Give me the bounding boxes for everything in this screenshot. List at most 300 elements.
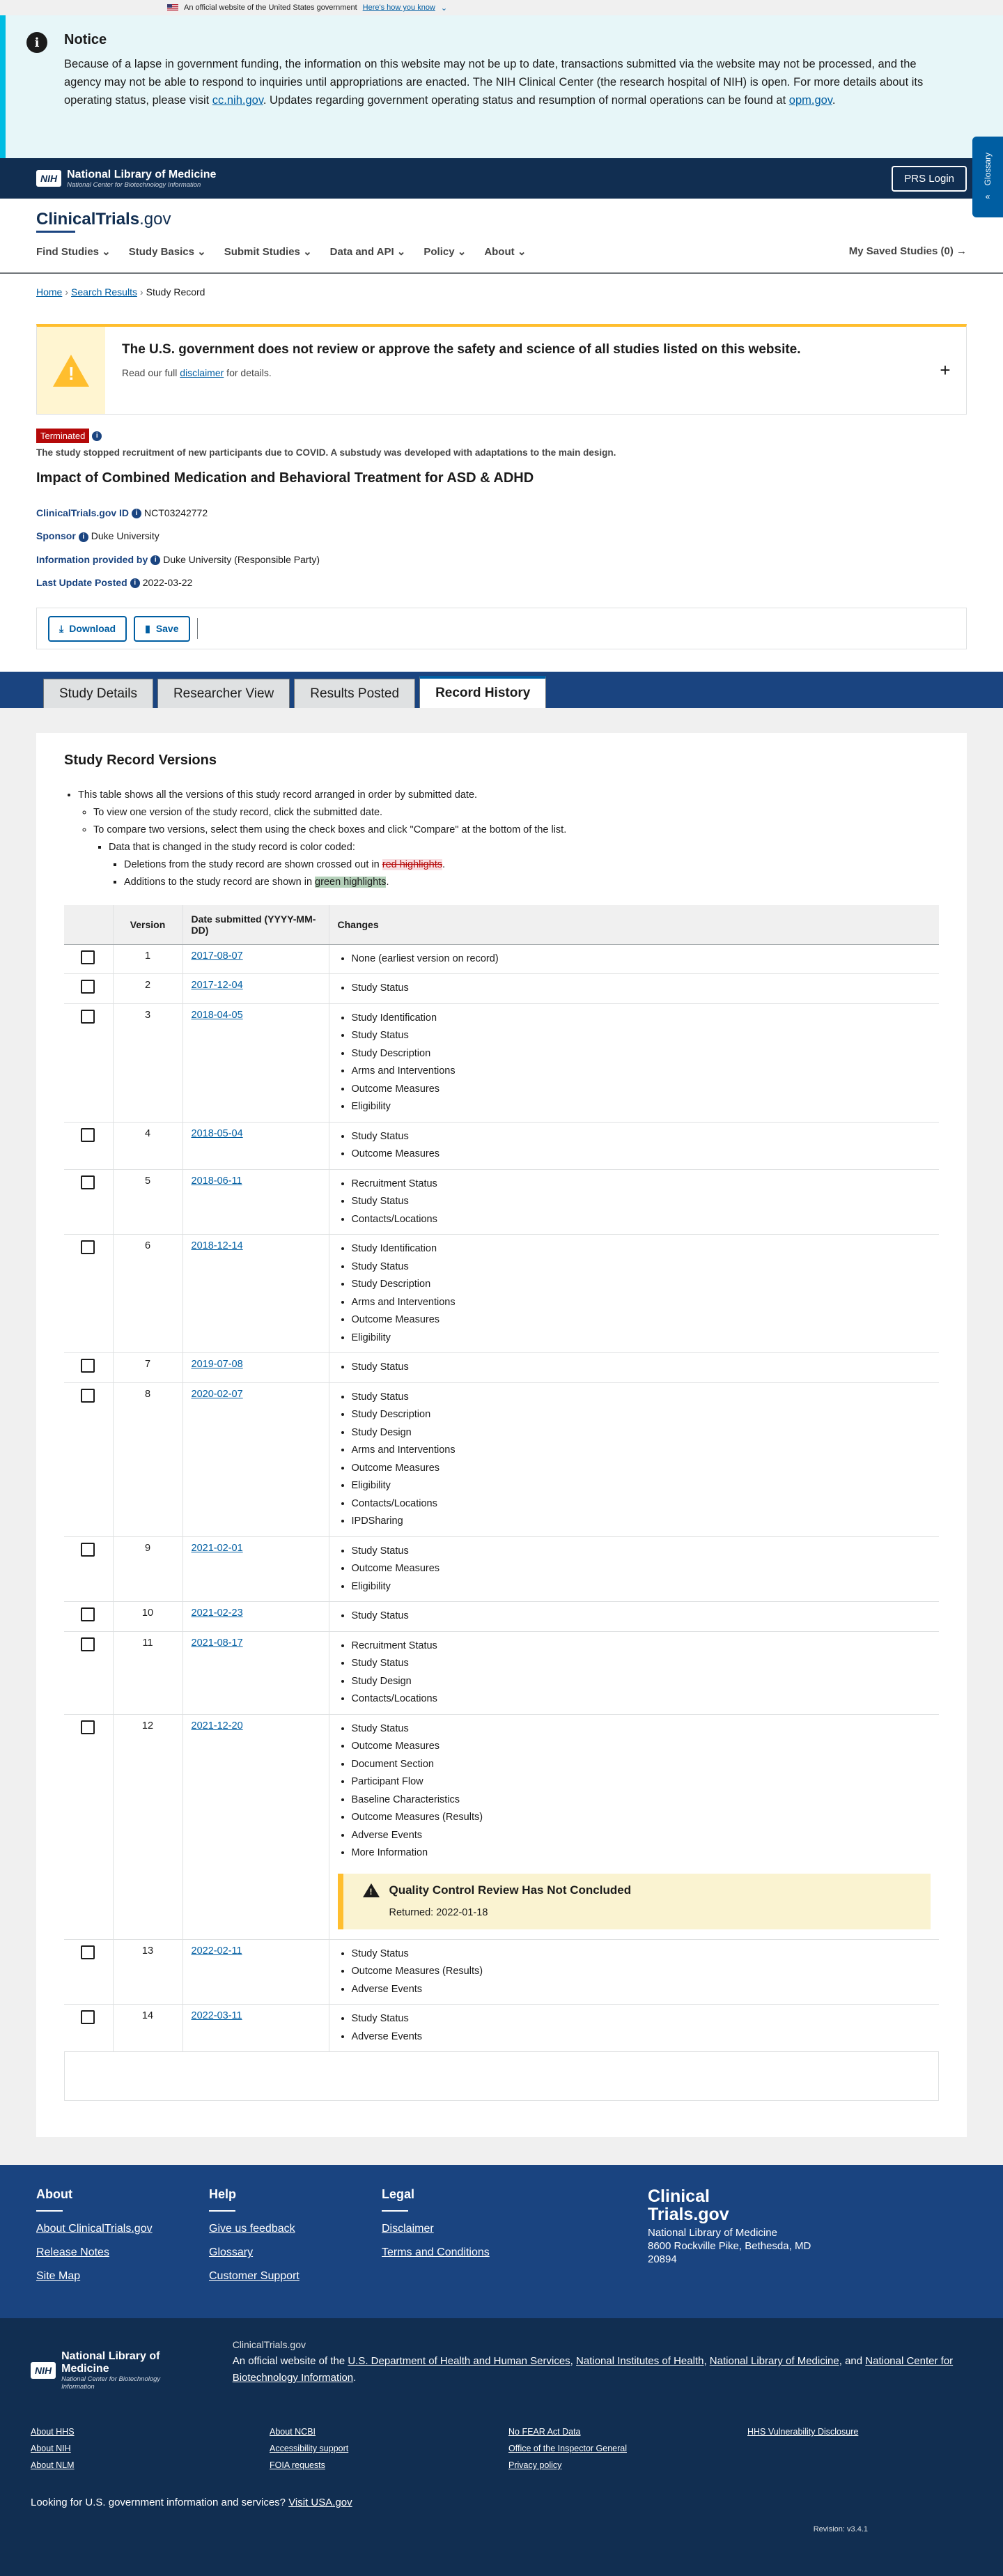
disclaimer-text (122, 367, 908, 378)
table-row (64, 1536, 939, 1602)
footer-legal (382, 2187, 554, 2296)
change-item: • Eligibility (352, 1477, 931, 1495)
select-cell (64, 1353, 113, 1383)
chevrons-left-icon: « (985, 191, 990, 201)
changes-cell (329, 944, 939, 974)
changes-cell (329, 1122, 939, 1169)
select-cell (64, 1714, 113, 1939)
divider (209, 2210, 235, 2212)
study-id: NCT03242772 (144, 507, 208, 518)
footer-link[interactable]: Terms and Conditions (382, 2246, 490, 2259)
address-line: National Library of Medicine (648, 2227, 777, 2239)
divider (382, 2210, 408, 2212)
table-row (64, 1382, 939, 1536)
expand-plus-icon[interactable]: + (940, 360, 951, 380)
download-label: Download (69, 623, 116, 635)
change-item: • Adverse Events (352, 1981, 931, 1999)
change-item: • Document Section (352, 1756, 931, 1774)
footer-link[interactable]: Site Map (36, 2270, 81, 2283)
select-cell (64, 974, 113, 1004)
version-date-link[interactable]: 2021-08-17 (191, 1637, 243, 1649)
disclaimer-title: The U.S. government does not review or approve the safety and science of all studies listed on this website. (122, 342, 801, 357)
version-date-link[interactable]: 2018-04-05 (191, 1009, 243, 1021)
footer-link[interactable]: Accessibility support (270, 2444, 349, 2454)
version-number: 9 (113, 1536, 182, 1602)
study-tabs (0, 672, 1003, 708)
version-checkbox[interactable] (81, 1543, 95, 1557)
change-item: • Participant Flow (352, 1773, 931, 1791)
agency-links (31, 2427, 972, 2470)
select-column-header (64, 905, 113, 944)
version-date-link[interactable]: 2017-08-07 (191, 950, 243, 962)
notice-text-b: . Updates regarding government operating status and resumption of normal operations can be found at (263, 94, 789, 107)
last-update-row (36, 577, 967, 588)
version-date-link[interactable]: 2017-12-04 (191, 980, 243, 992)
footer-link[interactable]: Customer Support (209, 2270, 300, 2283)
hhs-link[interactable]: U.S. Department of Health and Human Services (348, 2355, 570, 2368)
nav-policy[interactable] (423, 245, 466, 258)
changes-list (338, 980, 931, 998)
ncbi-link[interactable]: National Center for Biotechnology Information (232, 2355, 954, 2384)
divider (197, 618, 198, 639)
date-cell (182, 1353, 329, 1383)
footer-link[interactable]: Privacy policy (508, 2460, 562, 2471)
date-cell (182, 1382, 329, 1536)
change-item: • Baseline Characteristics (352, 1791, 931, 1810)
change-item: • Eligibility (352, 1578, 931, 1596)
version-checkbox[interactable] (81, 1128, 95, 1142)
change-item: • Outcome Measures (352, 1738, 931, 1756)
changes-list (338, 1720, 931, 1862)
changes-cell (329, 1602, 939, 1632)
footer-link[interactable]: About HHS (31, 2427, 75, 2437)
footer-help (209, 2187, 382, 2296)
notice-text-a: Because of a lapse in government funding, the information on this website may not be up to date, transactions submitted via the website may not be processed, and the agency may not be able to respond to inquiries until appropriations are enacted. The NIH Clinical Center (the research hospital of NIH) is open. For more details about its operating status, please visit (64, 58, 924, 107)
date-cell (182, 1536, 329, 1602)
changes-list (338, 1543, 931, 1596)
version-number: 7 (113, 1353, 182, 1383)
instruction-item (124, 856, 939, 874)
nlm-header (0, 158, 1003, 199)
save-button[interactable] (134, 616, 189, 642)
site-footer (0, 2165, 1003, 2318)
nav-about[interactable] (484, 245, 526, 258)
version-date-link[interactable]: 2020-02-07 (191, 1388, 243, 1400)
instruction-item: ◦ To compare two versions, select them using the check boxes and click "Compare" at the bottom of the list. (93, 822, 939, 839)
sponsor-row (36, 530, 967, 541)
select-cell (64, 1003, 113, 1122)
chevron-down-icon: ⌄ (440, 3, 448, 13)
changes-list (338, 1389, 931, 1531)
change-item: • Study Status (352, 1543, 931, 1561)
status-badge: Terminated (36, 429, 89, 443)
logo-text-a: ClinicalTrials (36, 210, 140, 229)
changes-list (338, 950, 931, 969)
official-text (233, 2336, 972, 2391)
select-cell (64, 1169, 113, 1235)
change-item: • Study Status (352, 1607, 931, 1626)
nav-study-basics[interactable] (129, 245, 206, 258)
usa-gov-line (31, 2497, 972, 2508)
divider (36, 2210, 63, 2212)
change-item: • Study Status (352, 1389, 931, 1407)
change-item: • Arms and Interventions (352, 1063, 931, 1081)
gov-banner-text: An official website of the United States government (184, 3, 357, 12)
heres-how-you-know-link[interactable]: Here's how you know (362, 3, 435, 12)
warning-icon: ! (37, 327, 105, 414)
agency-footer (0, 2318, 1003, 2576)
info-icon[interactable]: i (150, 555, 160, 565)
change-item: • Study Design (352, 1424, 931, 1442)
select-cell (64, 1122, 113, 1169)
changes-list (338, 1359, 931, 1377)
tab-study-details[interactable]: Study Details (43, 679, 153, 708)
select-cell (64, 1382, 113, 1536)
table-row (64, 944, 939, 974)
nav-label: Submit Studies (224, 246, 300, 258)
nih-link[interactable]: National Institutes of Health (576, 2355, 704, 2368)
footer-link[interactable]: About ClinicalTrials.gov (36, 2223, 153, 2235)
change-item: • Contacts/Locations (352, 1495, 931, 1513)
table-row (64, 974, 939, 1004)
version-date-link[interactable]: 2022-02-11 (191, 1945, 242, 1957)
qc-alert (338, 1874, 931, 1929)
nav-submit-studies[interactable] (224, 245, 312, 258)
version-checkbox[interactable] (81, 1359, 95, 1373)
logo-line: Clinical (648, 2186, 710, 2207)
changes-cell (329, 2005, 939, 2052)
nlm-name: National Library of Medicine (61, 2350, 160, 2375)
change-item: • Outcome Measures (352, 1311, 931, 1329)
last-update-value: 2022-03-22 (142, 576, 193, 588)
version-column-header: Version (113, 905, 182, 944)
change-item: • Outcome Measures (Results) (352, 1963, 931, 1981)
nav-find-studies[interactable] (36, 245, 111, 258)
version-checkbox[interactable] (81, 1637, 95, 1651)
text: Additions to the study record are shown in (124, 877, 316, 888)
text: Looking for U.S. government information and services? (31, 2497, 286, 2509)
version-date-link[interactable]: 2019-07-08 (191, 1359, 243, 1371)
info-icon[interactable]: i (92, 431, 102, 441)
table-row (64, 1235, 939, 1353)
green-highlight-sample: green highlights (315, 877, 387, 888)
tab-researcher-view[interactable]: Researcher View (157, 679, 290, 708)
download-button[interactable] (48, 616, 127, 642)
chevron-down-icon: ⌄ (102, 246, 111, 258)
nav-label: About (484, 246, 515, 258)
date-cell (182, 974, 329, 1004)
version-number: 1 (113, 944, 182, 974)
date-cell (182, 1602, 329, 1632)
change-item: • Study Status (352, 1193, 931, 1211)
version-date-link[interactable]: 2021-02-23 (191, 1607, 243, 1619)
text: Deletions from the study record are shown crossed out in (124, 859, 382, 871)
breadcrumb-home[interactable]: Home (36, 286, 63, 298)
footer-about (36, 2187, 209, 2296)
version-checkbox[interactable] (81, 1607, 95, 1621)
change-item: • Study Status (352, 1359, 931, 1377)
change-item: • Eligibility (352, 1098, 931, 1116)
bookmark-icon: ▮ (145, 622, 150, 634)
text: , and (839, 2355, 866, 2368)
notice-title: Notice (64, 32, 107, 47)
version-number: 8 (113, 1382, 182, 1536)
version-number: 4 (113, 1122, 182, 1169)
disclaimer-post: for details. (224, 367, 272, 378)
change-item: • Study Identification (352, 1240, 931, 1258)
text: An official website of the (232, 2355, 348, 2368)
footer-link[interactable]: Disclaimer (382, 2223, 434, 2235)
compare-footer-row (64, 2052, 939, 2101)
revision: Revision: v3.4.1 (813, 2525, 868, 2534)
changes-cell (329, 1235, 939, 1353)
date-cell (182, 2005, 329, 2052)
notice-text (64, 55, 940, 109)
chevron-down-icon: ⌄ (396, 246, 406, 258)
ctg-logo[interactable] (36, 210, 967, 229)
breadcrumb (36, 274, 967, 314)
info-provided-label: Information provided by (36, 553, 148, 565)
date-cell (182, 1169, 329, 1235)
footer-link[interactable]: About NCBI (270, 2427, 316, 2437)
version-checkbox[interactable] (81, 1389, 95, 1403)
changes-list (338, 1240, 931, 1347)
footer-link[interactable]: Glossary (209, 2246, 254, 2259)
table-row (64, 1939, 939, 2005)
nlm-link[interactable]: National Library of Medicine (709, 2355, 839, 2368)
gov-banner (0, 0, 1003, 15)
version-number: 2 (113, 974, 182, 1004)
logo-line: Trials.gov (648, 2205, 729, 2225)
changes-cell (329, 1353, 939, 1383)
qc-title: Quality Control Review Has Not Concluded (389, 1883, 632, 1897)
nlm-sub: National Center for Biotechnology Information (61, 2375, 161, 2391)
change-item: • Study Design (352, 1673, 931, 1691)
version-date-link[interactable]: 2018-12-14 (191, 1240, 243, 1252)
change-item: • Eligibility (352, 1329, 931, 1348)
footer-link[interactable]: Give us feedback (209, 2223, 295, 2235)
version-date-link[interactable]: 2021-12-20 (191, 1720, 243, 1732)
changes-list (338, 1175, 931, 1229)
version-date-link[interactable]: 2022-03-11 (191, 2010, 242, 2022)
main-nav (36, 245, 967, 258)
breadcrumb-current: Study Record (146, 286, 205, 298)
record-history-card (36, 733, 967, 2137)
changes-column-header: Changes (329, 905, 939, 944)
last-update-label: Last Update Posted (36, 576, 127, 588)
sponsor-value: Duke University (91, 530, 160, 542)
prs-login-button[interactable]: PRS Login (892, 166, 967, 192)
why-stopped: The study stopped recruitment of new participants due to COVID. A substudy was developed with adaptations to the main design. (36, 447, 616, 458)
changes-list (338, 1945, 931, 1999)
info-icon[interactable]: i (132, 509, 141, 518)
ctg-label: ClinicalTrials.gov (232, 2339, 306, 2351)
version-number: 14 (113, 2005, 182, 2052)
select-cell (64, 944, 113, 974)
saved-label: My Saved Studies (0) (848, 245, 954, 257)
nlm-footer-logo[interactable] (31, 2350, 188, 2391)
footer-link[interactable]: Office of the Inspector General (508, 2444, 628, 2454)
changes-list (338, 1607, 931, 1626)
version-checkbox[interactable] (81, 980, 95, 994)
change-item: • Contacts/Locations (352, 1690, 931, 1709)
version-checkbox[interactable] (81, 1945, 95, 1959)
change-item: • Study Status (352, 1655, 931, 1673)
changes-cell (329, 1003, 939, 1122)
tab-results-posted[interactable]: Results Posted (294, 679, 415, 708)
change-item: • Study Description (352, 1406, 931, 1424)
footer-logo[interactable] (648, 2187, 811, 2223)
chevron-down-icon: ⌄ (517, 246, 527, 258)
tab-record-history[interactable]: Record History (419, 676, 546, 708)
change-item: • Outcome Measures (352, 1146, 931, 1164)
instruction-item (124, 874, 939, 891)
footer-link[interactable]: Release Notes (36, 2246, 109, 2259)
info-icon: i (26, 32, 47, 53)
changes-cell (329, 1169, 939, 1235)
breadcrumb-sep: › (65, 286, 69, 298)
table-row (64, 1714, 939, 1939)
select-cell (64, 2005, 113, 2052)
address-line: 8600 Rockville Pike, Bethesda, MD (648, 2240, 811, 2253)
version-number: 6 (113, 1235, 182, 1353)
change-item: • Study Identification (352, 1010, 931, 1028)
versions-table (64, 905, 939, 2052)
version-checkbox[interactable] (81, 1175, 95, 1189)
us-flag-icon (167, 4, 178, 11)
nav-data-api[interactable] (330, 245, 406, 258)
footer-link[interactable]: About NIH (31, 2444, 71, 2454)
info-icon[interactable]: i (79, 532, 88, 542)
footer-link[interactable]: FOIA requests (270, 2460, 325, 2471)
versions-table-body (64, 944, 939, 2052)
empty-cell (747, 2444, 986, 2453)
cc-nih-link[interactable]: cc.nih.gov (212, 94, 263, 107)
study-title: Impact of Combined Medication and Behavioral Treatment for ASD & ADHD (36, 470, 534, 486)
nlm-logo[interactable] (36, 169, 216, 189)
version-date-link[interactable]: 2018-06-11 (191, 1175, 242, 1187)
instruction-item: ◦ To view one version of the study record, click the submitted date. (93, 804, 939, 822)
change-item: • Arms and Interventions (352, 1442, 931, 1460)
nav-label: Policy (423, 246, 455, 258)
disclaimer-pre: Read our full (122, 367, 180, 378)
save-label: Save (155, 623, 179, 635)
table-row (64, 2005, 939, 2052)
id-label: ClinicalTrials.gov ID (36, 507, 130, 518)
changes-list (338, 2010, 931, 2046)
change-item: • Study Status (352, 1128, 931, 1146)
breadcrumb-search-results[interactable]: Search Results (71, 286, 137, 298)
nav-label: Data and API (329, 246, 394, 258)
change-item: • Outcome Measures (Results) (352, 1809, 931, 1827)
change-item: • Study Status (352, 1027, 931, 1045)
change-item: • Adverse Events (352, 1827, 931, 1845)
date-cell (182, 1235, 329, 1353)
disclaimer-alert (36, 324, 967, 415)
info-provided-value: Duke University (Responsible Party) (163, 553, 320, 565)
changes-cell (329, 1939, 939, 2005)
footer-link[interactable]: No FEAR Act Data (508, 2427, 581, 2437)
change-item: • Recruitment Status (352, 1175, 931, 1194)
change-item: • Recruitment Status (352, 1637, 931, 1656)
date-cell (182, 1714, 329, 1939)
breadcrumb-sep: › (139, 286, 143, 298)
version-number: 3 (113, 1003, 182, 1122)
nav-label: Study Basics (128, 246, 194, 258)
change-item: • Contacts/Locations (352, 1211, 931, 1229)
footer-heading: Help (209, 2187, 237, 2202)
change-item: • More Information (352, 1844, 931, 1862)
version-checkbox[interactable] (81, 1010, 95, 1024)
change-item: • Study Status (352, 2010, 931, 2028)
version-checkbox[interactable] (81, 2010, 95, 2024)
logo-text-b: .gov (139, 210, 171, 229)
version-number: 12 (113, 1714, 182, 1939)
select-cell (64, 1631, 113, 1714)
changes-list (338, 1128, 931, 1164)
version-number: 11 (113, 1631, 182, 1714)
glossary-tab[interactable] (972, 137, 1003, 217)
version-checkbox[interactable] (81, 1720, 95, 1734)
version-date-link[interactable]: 2021-02-01 (191, 1542, 243, 1554)
text: . (386, 877, 389, 888)
nih-badge: NIH (31, 2362, 56, 2379)
chevron-down-icon: ⌄ (457, 246, 467, 258)
changes-list (338, 1010, 931, 1116)
footer-link[interactable]: HHS Vulnerability Disclosure (747, 2427, 859, 2437)
table-header-row (64, 905, 939, 944)
table-row (64, 1631, 939, 1714)
table-row (64, 1602, 939, 1632)
change-item: • Outcome Measures (352, 1560, 931, 1578)
site-header (0, 199, 1003, 274)
date-cell (182, 1631, 329, 1714)
usa-gov-link[interactable]: Visit USA.gov (288, 2497, 352, 2509)
changes-list (338, 1637, 931, 1709)
instruction-item: ▪ Data that is changed in the study record is color coded: (109, 839, 939, 856)
info-icon[interactable]: i (130, 578, 140, 588)
version-checkbox[interactable] (81, 950, 95, 964)
instructions-list (64, 787, 939, 891)
date-cell (182, 1003, 329, 1122)
nih-badge: NIH (36, 170, 61, 187)
notice-text-c: . (832, 94, 836, 107)
info-provided-row (36, 554, 967, 565)
footer-link[interactable]: About NLM (31, 2460, 75, 2471)
my-saved-studies-link[interactable] (849, 245, 967, 258)
opm-link[interactable]: opm.gov (788, 94, 832, 107)
change-item: • Arms and Interventions (352, 1294, 931, 1312)
version-date-link[interactable]: 2018-05-04 (191, 1127, 243, 1139)
date-cell (182, 1122, 329, 1169)
footer-heading: About (36, 2187, 72, 2202)
disclaimer-link[interactable]: disclaimer (180, 367, 224, 378)
chevron-down-icon: ⌄ (303, 246, 312, 258)
version-checkbox[interactable] (81, 1240, 95, 1254)
change-item: • Study Description (352, 1276, 931, 1294)
record-history-area (0, 708, 1003, 2165)
notice-banner (0, 15, 1003, 158)
select-cell (64, 1602, 113, 1632)
text: . (442, 859, 446, 871)
table-row (64, 1353, 939, 1383)
footer-address (648, 2187, 811, 2296)
change-item: • Study Status (352, 980, 931, 998)
change-item: • None (earliest version on record) (352, 950, 931, 969)
sponsor-label: Sponsor (36, 530, 76, 542)
version-number: 13 (113, 1939, 182, 2005)
footer-heading: Legal (382, 2187, 415, 2202)
